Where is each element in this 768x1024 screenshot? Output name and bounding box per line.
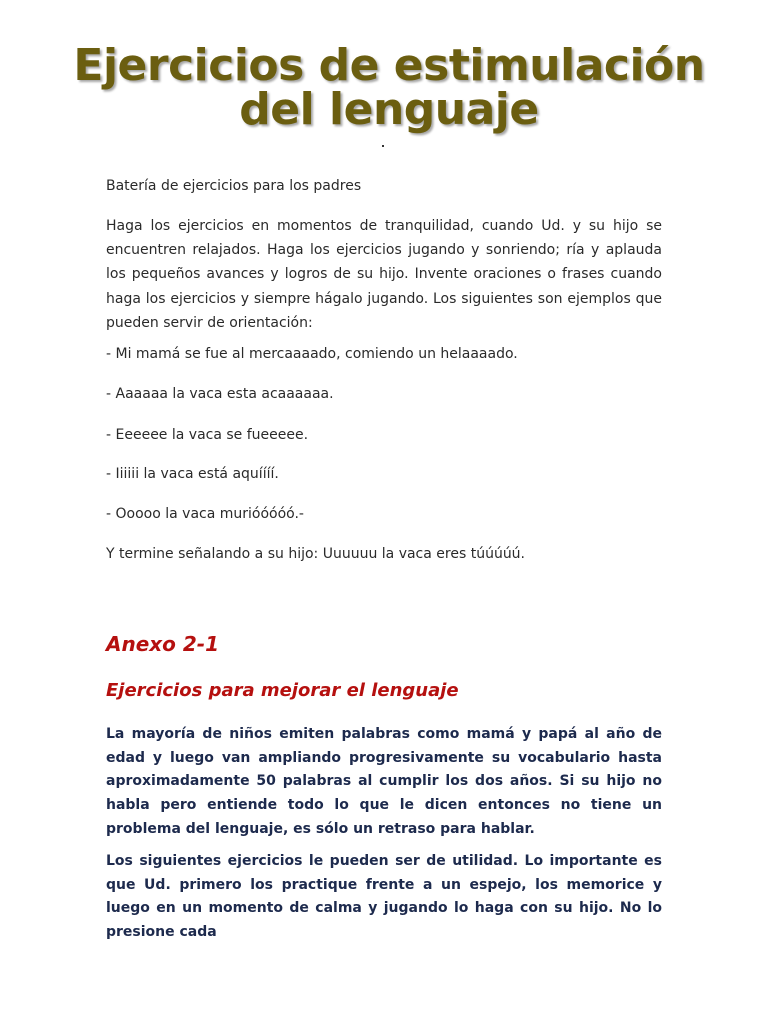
title-line-1: Ejercicios de estimulación	[73, 40, 705, 91]
annex-title: Anexo 2-1	[106, 632, 220, 656]
annex-subtitle: Ejercicios para mejorar el lenguaje	[106, 680, 459, 701]
example-line-2: - Aaaaaa la vaca esta acaaaaaa.	[106, 386, 334, 402]
example-line-5: - Ooooo la vaca murióóóóó.-	[106, 506, 304, 522]
intro-label: Batería de ejercicios para los padres	[106, 178, 362, 194]
title-line-2: del lenguaje	[239, 84, 539, 135]
separator-dot	[382, 145, 384, 147]
document-title	[0, 40, 768, 135]
annex-paragraph-1: La mayoría de niños emiten palabras como mamá y papá al año de edad y luego van ampliando progresivamente su vocabulario hasta aproximadamente 50 palabras al cumplir los dos años. Si su hijo no habla pero entiende todo lo que le dicen entonces no tiene un problema del lenguaje, es sólo un retraso para hablar.	[106, 726, 662, 837]
annex-paragraph-2: Los siguientes ejercicios le pueden ser de utilidad. Lo importante es que Ud. primero los practique frente a un espejo, los memorice y luego en un momento de calma y jugando lo haga con su hijo. No lo presione cada	[106, 853, 662, 941]
intro-paragraph: Haga los ejercicios en momentos de tranquilidad, cuando Ud. y su hijo se encuentren relajados. Haga los ejercicios jugando y sonriendo; ría y aplauda los pequeños avances y logros de su hijo. Invente oraciones o frases cuando haga los ejercicios y siempre hágalo jugando. Los siguientes son ejemplos que pueden servir de orientación:	[106, 218, 662, 331]
example-line-1: - Mi mamá se fue al mercaaaado, comiendo un helaaaado.	[106, 346, 518, 362]
example-line-4: - Iiiiii la vaca está aquíííí.	[106, 466, 279, 482]
example-line-3: - Eeeeee la vaca se fueeeee.	[106, 427, 309, 443]
closing-line: Y termine señalando a su hijo: Uuuuuu la vaca eres túúúúú.	[106, 546, 526, 562]
